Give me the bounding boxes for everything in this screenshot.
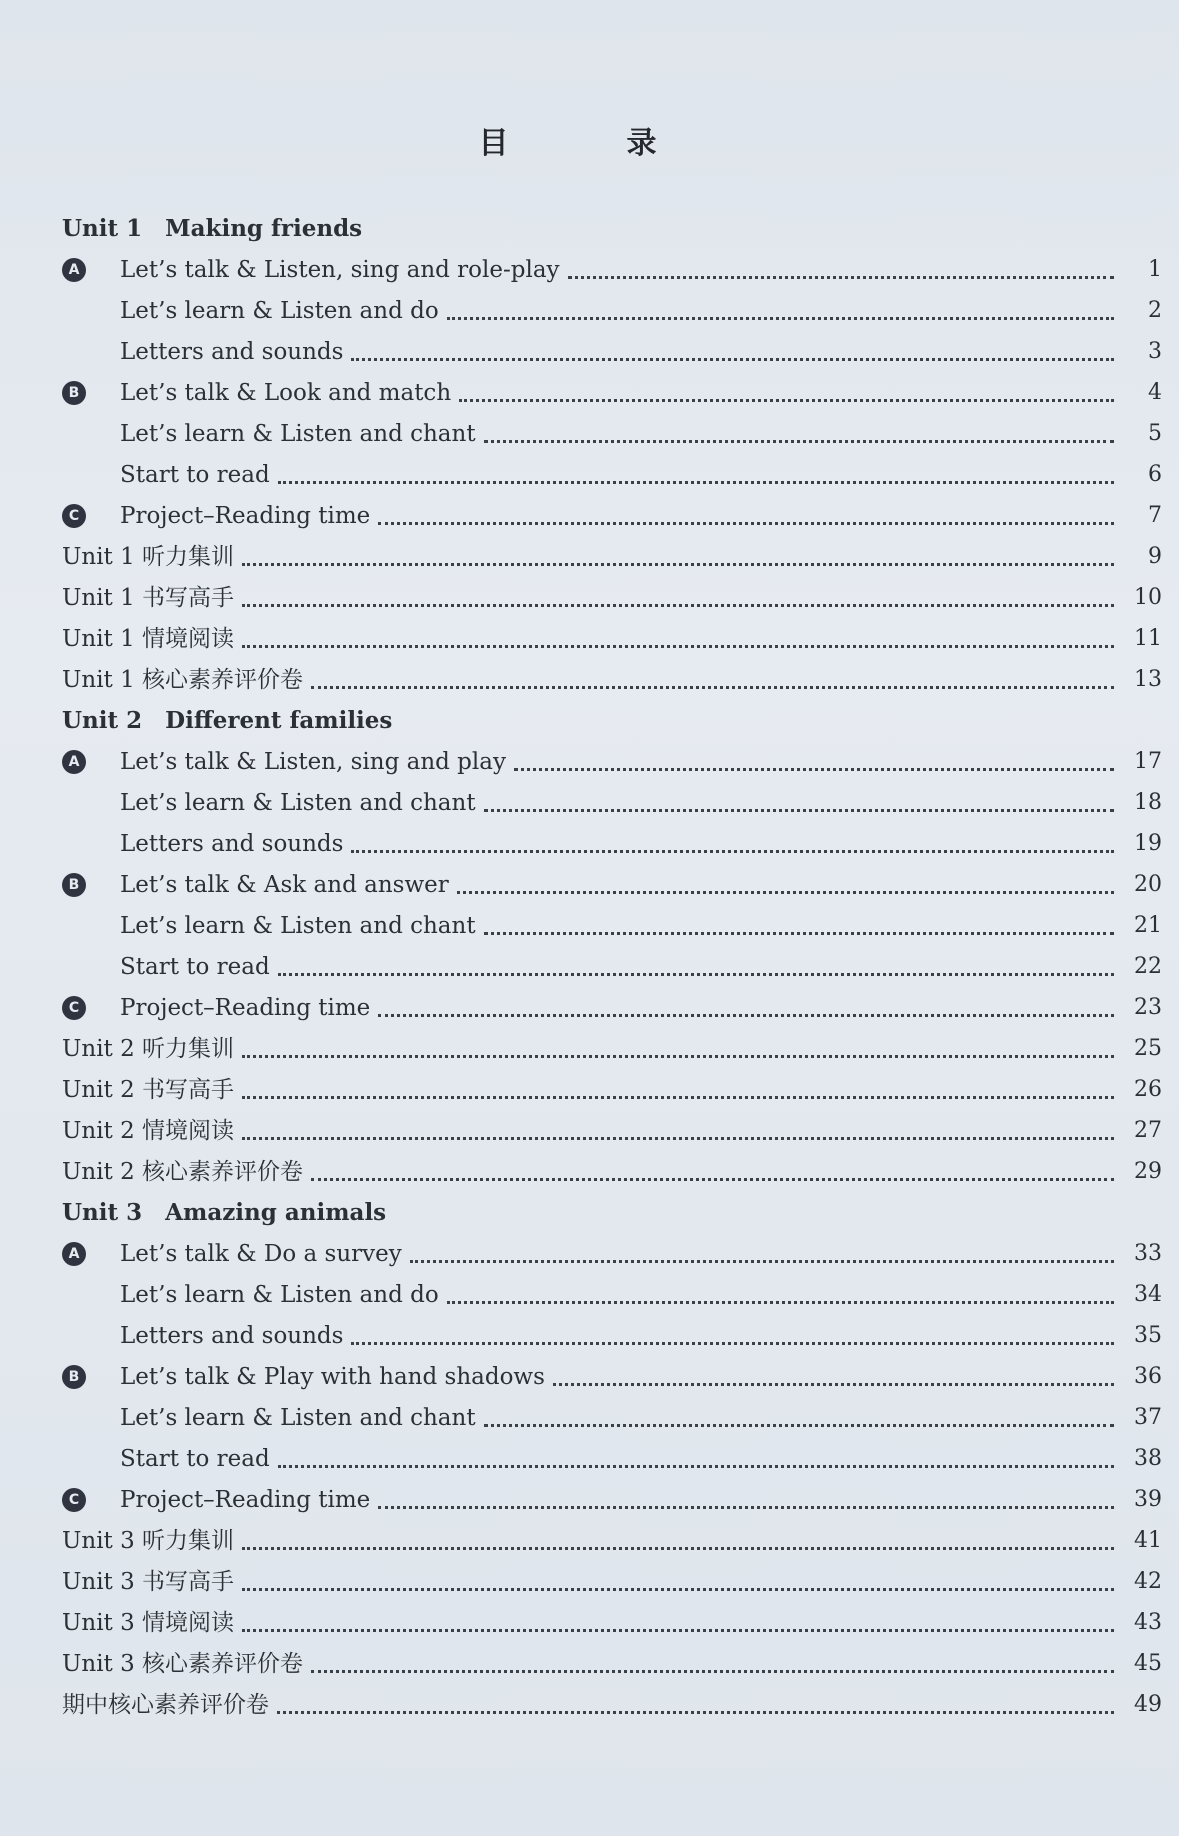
page-number: 37 [1134,1405,1162,1430]
dot-leader [378,1492,1114,1509]
dot-leader [242,590,1114,607]
toc-entry[interactable] [62,572,1162,613]
dot-leader [484,1410,1114,1427]
toc-entry-label: Unit 2 书写高手 [62,1077,235,1103]
page-number: 7 [1148,503,1162,528]
dot-leader [514,754,1114,771]
toc-entry[interactable] [62,1556,1162,1597]
dot-leader [242,1533,1114,1550]
toc-entry[interactable] [62,818,1162,859]
dot-leader [277,1697,1114,1714]
toc-entry[interactable] [62,1351,1162,1392]
page-number: 2 [1148,298,1162,323]
page-number: 25 [1134,1036,1162,1061]
toc-entry[interactable] [62,408,1162,449]
toc-entry[interactable] [62,1310,1162,1351]
toc-entry[interactable] [62,1146,1162,1187]
toc-entry-label: 期中核心素养评价卷 [62,1692,269,1718]
toc-entry-label: Unit 1 书写高手 [62,585,235,611]
section-marker-icon: A [62,750,86,774]
toc-entry-label: Unit 1 听力集训 [62,544,235,570]
page-number: 39 [1134,1487,1162,1512]
toc-entry-label: Unit 3 核心素养评价卷 [62,1651,304,1677]
toc-entry-label: Unit 1 情境阅读 [62,626,235,652]
section-marker-icon: C [62,1488,86,1512]
dot-leader [457,877,1114,894]
toc-entry[interactable] [62,490,1162,531]
toc-entry[interactable] [62,941,1162,982]
page-number: 21 [1134,913,1162,938]
toc-entry[interactable] [62,1679,1162,1720]
toc-entry[interactable] [62,1474,1162,1515]
toc-entry[interactable] [62,1392,1162,1433]
toc-entry[interactable] [62,1597,1162,1638]
page-number: 41 [1134,1528,1162,1553]
dot-leader [484,918,1114,935]
dot-leader [278,467,1114,484]
section-marker-icon: A [62,1242,86,1266]
section-marker-icon: B [62,873,86,897]
toc-entry-label: Let’s talk & Ask and answer [120,872,449,898]
page-number: 19 [1134,831,1162,856]
toc-entry-label: Unit 3 情境阅读 [62,1610,235,1636]
section-marker-icon: B [62,381,86,405]
dot-leader [242,1082,1114,1099]
page-number: 42 [1134,1569,1162,1594]
toc-entry-label: Letters and sounds [120,1323,344,1349]
page-number: 38 [1134,1446,1162,1471]
page-number: 18 [1134,790,1162,815]
toc-entry-label: Let’s talk & Listen, sing and play [120,749,506,775]
section-marker-icon: A [62,258,86,282]
toc-entry[interactable] [62,367,1162,408]
section-marker-icon: B [62,1365,86,1389]
dot-leader [311,672,1114,689]
toc-entry[interactable] [62,244,1162,285]
toc-entry-label: Start to read [120,462,270,488]
toc-entry[interactable] [62,982,1162,1023]
toc-entry-label: Let’s learn & Listen and chant [120,913,476,939]
toc-entry[interactable] [62,285,1162,326]
page-number: 26 [1134,1077,1162,1102]
toc-entry-label: Let’s learn & Listen and do [120,298,439,324]
section-marker-icon: C [62,996,86,1020]
unit-heading [62,203,1162,244]
dot-leader [351,836,1114,853]
toc-entry[interactable] [62,1433,1162,1474]
toc-entry[interactable] [62,1638,1162,1679]
dot-leader [553,1369,1114,1386]
toc-entry-label: Unit 3 Amazing animals [62,1199,387,1226]
dot-leader [311,1164,1114,1181]
toc-entry[interactable] [62,326,1162,367]
page-number: 33 [1134,1241,1162,1266]
page-number: 22 [1134,954,1162,979]
page-number: 45 [1134,1651,1162,1676]
toc-entry-label: Unit 3 听力集训 [62,1528,235,1554]
page-number: 20 [1134,872,1162,897]
toc-entry-label: Unit 1 Making friends [62,215,363,242]
page-number: 36 [1134,1364,1162,1389]
toc-entry-label: Unit 3 书写高手 [62,1569,235,1595]
toc-entry[interactable] [62,531,1162,572]
dot-leader [447,1287,1114,1304]
page-number: 17 [1134,749,1162,774]
page-number: 10 [1134,585,1162,610]
toc-entry-label: Start to read [120,1446,270,1472]
page-number: 11 [1134,626,1162,651]
page-number: 35 [1134,1323,1162,1348]
toc-entry-label: Project–Reading time [120,503,371,529]
toc-entry-label: Let’s learn & Listen and chant [120,790,476,816]
dot-leader [278,959,1114,976]
toc-entry[interactable] [62,900,1162,941]
toc-entry-label: Let’s talk & Play with hand shadows [120,1364,545,1390]
toc-entry[interactable] [62,1064,1162,1105]
toc-entry[interactable] [62,1515,1162,1556]
toc-entry-label: Let’s learn & Listen and do [120,1282,439,1308]
dot-leader [351,1328,1114,1345]
toc-entry-label: Project–Reading time [120,1487,371,1513]
page-number: 4 [1148,380,1162,405]
table-of-contents [62,203,1162,1720]
page-number: 23 [1134,995,1162,1020]
toc-entry[interactable] [62,777,1162,818]
toc-entry-label: Letters and sounds [120,339,344,365]
toc-entry[interactable] [62,736,1162,777]
dot-leader [278,1451,1114,1468]
dot-leader [568,262,1114,279]
toc-entry-label: Unit 2 情境阅读 [62,1118,235,1144]
toc-entry[interactable] [62,654,1162,695]
page-number: 43 [1134,1610,1162,1635]
toc-entry[interactable] [62,449,1162,490]
unit-heading [62,1187,1162,1228]
toc-entry-label: Project–Reading time [120,995,371,1021]
toc-entry-label: Let’s learn & Listen and chant [120,421,476,447]
page-number: 13 [1134,667,1162,692]
dot-leader [242,1123,1114,1140]
dot-leader [378,1000,1114,1017]
page-number: 29 [1134,1159,1162,1184]
dot-leader [410,1246,1114,1263]
toc-entry-label: Start to read [120,954,270,980]
page-number: 9 [1148,544,1162,569]
toc-entry[interactable] [62,1269,1162,1310]
dot-leader [378,508,1114,525]
toc-entry[interactable] [62,1105,1162,1146]
toc-entry[interactable] [62,1228,1162,1269]
dot-leader [242,1041,1114,1058]
page-number: 34 [1134,1282,1162,1307]
dot-leader [484,795,1114,812]
dot-leader [484,426,1114,443]
dot-leader [242,549,1114,566]
toc-entry-label: Unit 1 核心素养评价卷 [62,667,304,693]
dot-leader [459,385,1114,402]
page-number: 6 [1148,462,1162,487]
page-number: 5 [1148,421,1162,446]
page-number: 27 [1134,1118,1162,1143]
toc-entry-label: Unit 2 听力集训 [62,1036,235,1062]
toc-entry-label: Let’s talk & Do a survey [120,1241,402,1267]
dot-leader [447,303,1114,320]
toc-entry-label: Letters and sounds [120,831,344,857]
unit-heading [62,695,1162,736]
toc-entry-label: Let’s learn & Listen and chant [120,1405,476,1431]
toc-entry-label: Unit 2 Different families [62,707,393,734]
page-number: 3 [1148,339,1162,364]
dot-leader [311,1656,1114,1673]
dot-leader [242,631,1114,648]
toc-entry-label: Unit 2 核心素养评价卷 [62,1159,304,1185]
toc-entry[interactable] [62,613,1162,654]
dot-leader [242,1615,1114,1632]
page-title: 目 录 [478,126,701,161]
dot-leader [242,1574,1114,1591]
toc-entry-label: Let’s talk & Look and match [120,380,452,406]
toc-entry-label: Let’s talk & Listen, sing and role-play [120,257,560,283]
page-number: 1 [1148,257,1162,282]
toc-entry[interactable] [62,1023,1162,1064]
section-marker-icon: C [62,504,86,528]
page-number: 49 [1134,1692,1162,1717]
dot-leader [351,344,1114,361]
toc-entry[interactable] [62,859,1162,900]
